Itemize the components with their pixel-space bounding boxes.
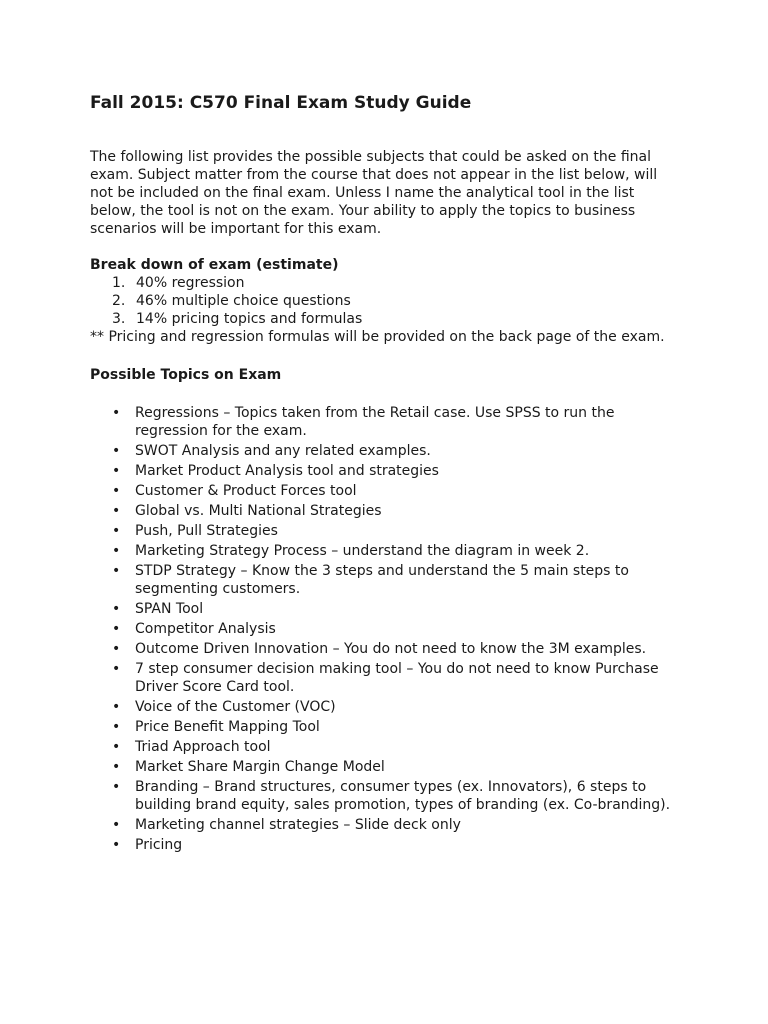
topic-item <box>90 404 675 440</box>
bullet-icon: • <box>112 739 121 755</box>
document-content <box>90 91 675 854</box>
topic-item <box>90 816 675 834</box>
bullet-icon: • <box>112 817 121 833</box>
topic-item <box>90 738 675 756</box>
topic-item-text: Outcome Driven Innovation – You do not need to know the 3M examples. <box>135 641 647 657</box>
topic-item <box>90 502 675 520</box>
bullet-icon: • <box>112 463 121 479</box>
breakdown-list <box>90 274 675 328</box>
bullet-icon: • <box>112 641 121 657</box>
page-title: Fall 2015: C570 Final Exam Study Guide <box>90 93 472 113</box>
topic-item <box>90 600 675 618</box>
topic-item <box>90 640 675 658</box>
topic-item-text: Pricing <box>135 837 183 853</box>
topic-item-text: Global vs. Multi National Strategies <box>135 503 382 519</box>
topic-item <box>90 660 675 696</box>
breakdown-item <box>112 292 675 310</box>
intro-paragraph: The following list provides the possible subjects that could be asked on the final exam. Subject matter from the course that does not appear in the list below, will not be included on the final exam. Unless I name the analytical tool in the list below, the tool is not on the exam. Your ability to apply the topics to business scenarios will be important for this exam. <box>90 149 658 237</box>
breakdown-item-text: 14% pricing topics and formulas <box>136 311 363 327</box>
topic-item-text: 7 step consumer decision making tool – You do not need to know Purchase Driver Score Card tool. <box>135 661 659 695</box>
topic-item <box>90 718 675 736</box>
topic-item <box>90 442 675 460</box>
bullet-icon: • <box>112 405 121 421</box>
topic-item-text: Push, Pull Strategies <box>135 523 278 539</box>
topic-item-text: Voice of the Customer (VOC) <box>135 699 336 715</box>
bullet-icon: • <box>112 523 121 539</box>
topics-heading: Possible Topics on Exam <box>90 367 282 383</box>
topic-item-text: Marketing channel strategies – Slide deck only <box>135 817 461 833</box>
topic-item-text: Market Product Analysis tool and strategies <box>135 463 439 479</box>
topic-item <box>90 778 675 814</box>
topic-item <box>90 620 675 638</box>
topic-item-text: Branding – Brand structures, consumer types (ex. Innovators), 6 steps to building brand equity, sales promotion, types of branding (ex. Co-branding). <box>135 779 671 813</box>
bullet-icon: • <box>112 837 121 853</box>
topics-list <box>90 404 675 854</box>
formula-note: ** Pricing and regression formulas will be provided on the back page of the exam. <box>90 329 665 345</box>
breakdown-item-text: 46% multiple choice questions <box>136 293 351 309</box>
topic-item-text: Regressions – Topics taken from the Retail case. Use SPSS to run the regression for the exam. <box>135 405 615 439</box>
topic-item-text: SPAN Tool <box>135 601 204 617</box>
topic-item <box>90 542 675 560</box>
bullet-icon: • <box>112 563 121 579</box>
bullet-icon: • <box>112 503 121 519</box>
breakdown-item <box>112 274 675 292</box>
bullet-icon: • <box>112 719 121 735</box>
breakdown-item-text: 40% regression <box>136 275 245 291</box>
topic-item-text: Customer & Product Forces tool <box>135 483 357 499</box>
topic-item-text: Market Share Margin Change Model <box>135 759 385 775</box>
bullet-icon: • <box>112 543 121 559</box>
topic-item-text: Competitor Analysis <box>135 621 276 637</box>
topic-item-text: Price Benefit Mapping Tool <box>135 719 320 735</box>
topic-item <box>90 698 675 716</box>
bullet-icon: • <box>112 621 121 637</box>
bullet-icon: • <box>112 779 121 795</box>
topic-item-text: Marketing Strategy Process – understand the diagram in week 2. <box>135 543 590 559</box>
bullet-icon: • <box>112 661 121 677</box>
breakdown-item-number: 1. <box>112 275 126 291</box>
bullet-icon: • <box>112 483 121 499</box>
breakdown-item-number: 3. <box>112 311 126 327</box>
topic-item <box>90 836 675 854</box>
topic-item <box>90 758 675 776</box>
topic-item <box>90 482 675 500</box>
bullet-icon: • <box>112 443 121 459</box>
bullet-icon: • <box>112 699 121 715</box>
topic-item <box>90 562 675 598</box>
topic-item-text: Triad Approach tool <box>135 739 271 755</box>
topic-item <box>90 462 675 480</box>
topic-item <box>90 522 675 540</box>
breakdown-heading: Break down of exam (estimate) <box>90 257 339 273</box>
bullet-icon: • <box>112 601 121 617</box>
topic-item-text: STDP Strategy – Know the 3 steps and understand the 5 main steps to segmenting customers. <box>135 563 629 597</box>
breakdown-item <box>112 310 675 328</box>
topic-item-text: SWOT Analysis and any related examples. <box>135 443 431 459</box>
breakdown-item-number: 2. <box>112 293 126 309</box>
bullet-icon: • <box>112 759 121 775</box>
